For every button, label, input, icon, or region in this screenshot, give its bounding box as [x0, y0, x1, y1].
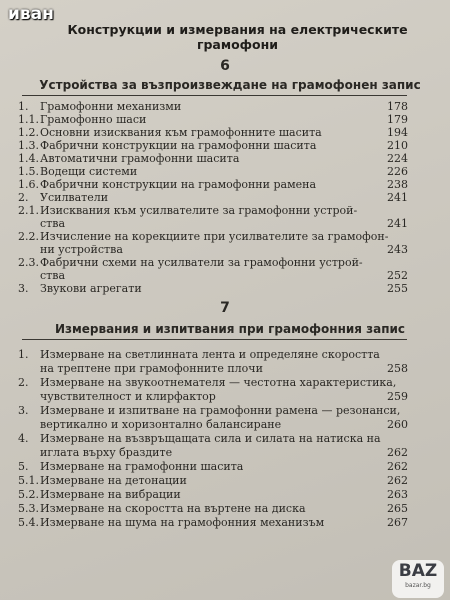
toc-entry [18, 375, 408, 389]
toc-entry [18, 347, 408, 361]
toc-entry-text: Измерване и изпитване на грамофонни рамена — резонанси, [40, 404, 401, 417]
toc-entry-text: Измерване на грамофонни шасита [40, 460, 244, 473]
toc-entry-page: 265 [387, 502, 408, 515]
toc-entry [18, 445, 408, 459]
toc-entry-text: Основни изисквания към грамофонните шасита [40, 126, 322, 139]
toc-entry-page: 267 [387, 516, 408, 529]
chapter-6-title: Устройства за възпроизвеждане на грамофонен запис [39, 78, 421, 92]
toc-entry [18, 229, 408, 242]
toc-entry-number: 1.2. [18, 126, 39, 139]
watermark: иван [8, 4, 54, 24]
toc-entry-text: вертикално и хоризонтално балансиране [40, 418, 282, 431]
toc-entry [18, 361, 408, 375]
toc-entry-page: 226 [387, 165, 408, 178]
toc-entry-number: 1.4. [18, 152, 39, 165]
toc-entry-page: 179 [387, 113, 408, 126]
toc-entry-text: Фабрични схеми на усилватели за грамофонни устрой- [40, 256, 363, 269]
toc-entry-number: 3. [18, 404, 29, 417]
toc-entry [18, 99, 408, 112]
toc-entry-number: 5.2. [18, 488, 39, 501]
toc-entry-number: 5.1. [18, 474, 39, 487]
toc-entry [18, 431, 408, 445]
toc-entry-text: чувствителност и клирфактор [40, 390, 216, 403]
toc-entry [18, 151, 408, 164]
toc-entry-number: 4. [18, 432, 29, 445]
toc-entry-page: 252 [387, 269, 408, 282]
toc-entry-page: 243 [387, 243, 408, 256]
toc-entry-text: Автоматични грамофонни шасита [40, 152, 240, 165]
toc-entry-text: Изчисление на корекциите при усилвателите за грамофон- [40, 230, 389, 243]
toc-entry-page: 241 [387, 191, 408, 204]
toc-entry-text: на трептене при грамофонните плочи [40, 362, 263, 375]
toc-entry-page: 238 [387, 178, 408, 191]
toc-entry-number: 2.3. [18, 256, 39, 269]
toc-entry-text: Усилватели [40, 191, 109, 204]
toc-entry-number: 1.6. [18, 178, 39, 191]
toc-entry [18, 190, 408, 203]
toc-entry-page: 262 [387, 460, 408, 473]
toc-entry [18, 203, 408, 216]
toc-entry-page: 224 [387, 152, 408, 165]
divider [22, 339, 407, 340]
toc-entry-number: 2.1. [18, 204, 39, 217]
toc-entry-text: Звукови агрегати [40, 282, 142, 295]
toc-entry [18, 459, 408, 473]
toc-entry [18, 417, 408, 431]
toc-entry [18, 125, 408, 138]
toc-entry-text: Изисквания към усилвателите за грамофонни устрой- [40, 204, 358, 217]
toc-entry-text: Измерване на възвръщащата сила и силата на натиска на [40, 432, 381, 445]
toc-entry-page: 258 [387, 362, 408, 375]
toc-entry-page: 241 [387, 217, 408, 230]
toc-entry-page: 263 [387, 488, 408, 501]
toc-entry-page: 255 [387, 282, 408, 295]
toc-entry-text: ни устройства [40, 243, 123, 256]
chapter-7-title: Измервания и изпитвания при грамофонния запис [54, 322, 406, 336]
chapter-7-number: 7 [220, 300, 230, 316]
toc-entry-text: Измерване на светлинната лента и определяне скоростта [40, 348, 380, 361]
toc-entry-number: 2. [18, 191, 29, 204]
toc-entry-page: 210 [387, 139, 408, 152]
toc-entry-text: Грамофонни механизми [40, 100, 182, 113]
toc-entry [18, 177, 408, 190]
toc-entry [18, 138, 408, 151]
toc-entry [18, 515, 408, 529]
toc-entry-page: 260 [387, 418, 408, 431]
toc-entry-page: 262 [387, 474, 408, 487]
toc-entry-text: Водещи системи [40, 165, 138, 178]
chapter-6-toc [18, 99, 408, 294]
logo-brand: BAZ [398, 561, 438, 581]
toc-entry-page: 194 [387, 126, 408, 139]
chapter-6-number: 6 [220, 58, 230, 74]
page-title-line2: грамофони [196, 37, 279, 52]
toc-entry-number: 1.3. [18, 139, 39, 152]
toc-entry [18, 389, 408, 403]
toc-entry [18, 403, 408, 417]
toc-entry [18, 242, 408, 255]
toc-entry-number: 2. [18, 376, 29, 389]
toc-entry [18, 112, 408, 125]
toc-entry-text: Измерване на скоростта на въртене на диска [40, 502, 306, 515]
toc-entry-text: Измерване на вибрации [40, 488, 181, 501]
page-title [60, 22, 415, 52]
toc-entry-text: Измерване на звукоотнемателя — честотна характеристика, [40, 376, 397, 389]
toc-entry [18, 473, 408, 487]
toc-entry [18, 164, 408, 177]
toc-entry-page: 178 [387, 100, 408, 113]
toc-entry-number: 1.5. [18, 165, 39, 178]
toc-entry [18, 255, 408, 268]
toc-entry-number: 1.1. [18, 113, 39, 126]
toc-entry-text: иглата върху браздите [40, 446, 173, 459]
page-title-line1: Конструкции и измервания на електрическите [67, 22, 408, 37]
toc-entry-text: Фабрични конструкции на грамофонни рамена [40, 178, 317, 191]
toc-entry-number: 1. [18, 100, 29, 113]
divider [22, 95, 407, 96]
toc-entry-number: 2.2. [18, 230, 39, 243]
toc-entry [18, 281, 408, 294]
toc-entry-number: 5.3. [18, 502, 39, 515]
toc-entry-page: 259 [387, 390, 408, 403]
toc-entry-text: ства [40, 217, 65, 230]
toc-entry-text: Измерване на детонации [40, 474, 187, 487]
toc-entry [18, 487, 408, 501]
toc-entry-text: ства [40, 269, 65, 282]
toc-entry-number: 1. [18, 348, 29, 361]
logo-sub: bazar.bg [405, 582, 431, 589]
toc-entry-text: Измерване на шума на грамофонния механизъм [40, 516, 325, 529]
toc-entry-text: Грамофонно шаси [40, 113, 147, 126]
toc-entry [18, 268, 408, 281]
toc-entry-text: Фабрични конструкции на грамофонни шасита [40, 139, 317, 152]
toc-entry-number: 5.4. [18, 516, 39, 529]
toc-entry-page: 262 [387, 446, 408, 459]
toc-entry [18, 216, 408, 229]
toc-entry-number: 5. [18, 460, 29, 473]
chapter-7-toc [18, 347, 408, 529]
toc-entry-number: 3. [18, 282, 29, 295]
bazar-logo [392, 560, 444, 598]
toc-entry [18, 501, 408, 515]
